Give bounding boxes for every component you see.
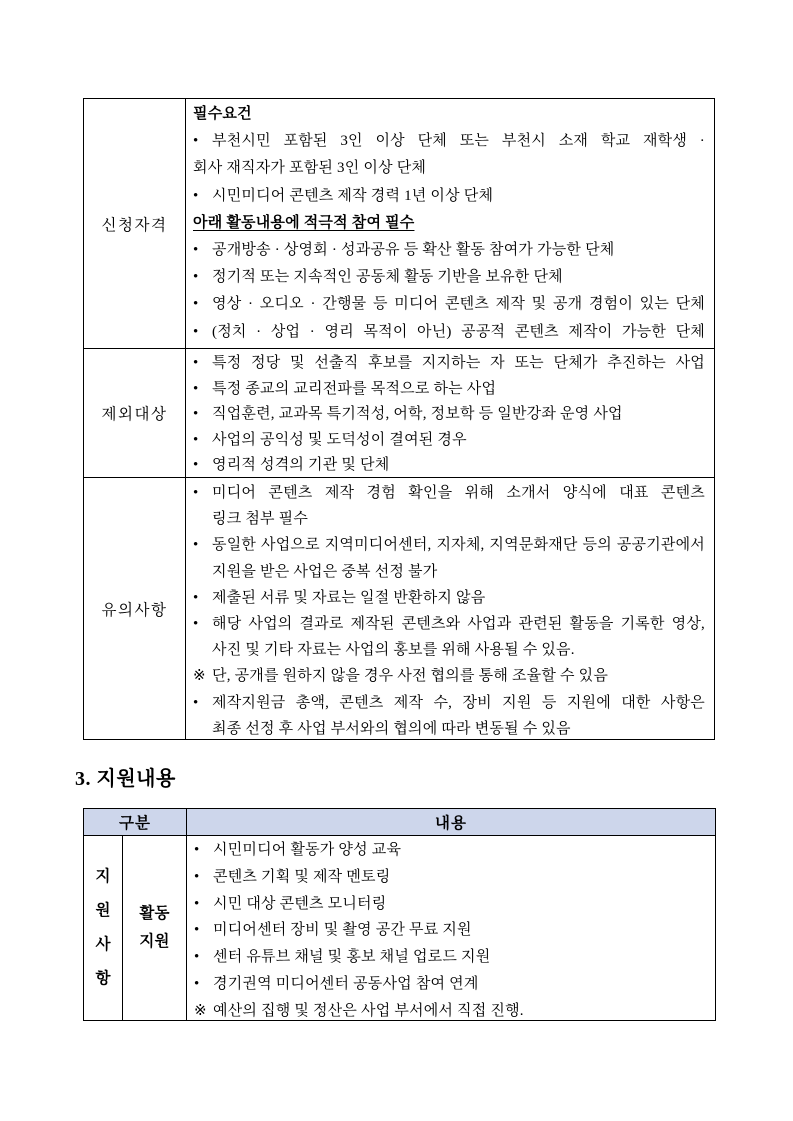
bullet-marker: • [193, 242, 199, 259]
emphasis-line: 아래 활동내용에 적극적 참여 필수 [193, 214, 415, 231]
row-content-eligibility [186, 99, 714, 348]
bullet-marker: • [193, 355, 199, 371]
bullet-marker: • [193, 457, 199, 474]
row-label-notes: 유의사항 [84, 478, 186, 739]
content-line: ※ 예산의 집행 및 정산은 사업 부서에서 직접 진행. [194, 998, 707, 1020]
table-body-row [84, 836, 715, 1020]
content-line: • 동일한 사업으로 지역미디어센터, 지자체, 지역문화재단 등의 공공기관에서 [193, 532, 705, 558]
eligibility-table [83, 98, 715, 740]
content-line: • (정치 · 상업 · 영리 목적이 아닌) 공공적 콘텐츠 제작이 가능한 단체 [193, 319, 705, 346]
content-line: • 시민미디어 콘텐츠 제작 경력 1년 이상 단체 [193, 183, 705, 210]
content-line: 지원 [139, 933, 170, 950]
group-label-vertical-text: 지원사항 [95, 868, 111, 987]
bullet-marker: • [193, 133, 199, 150]
content-line: • 시민 대상 콘텐츠 모니터링 [194, 891, 707, 918]
emphasis-line: 필수요건 [193, 106, 252, 122]
bullet-marker: • [194, 868, 200, 885]
header-cell-content: 내용 [187, 809, 715, 835]
bullet-marker: • [193, 616, 199, 633]
content-line: 지원을 받은 사업은 중복 선정 불가 [212, 563, 438, 580]
content-line: 활동 [139, 905, 170, 922]
content-line: 회사 재직자가 포함된 3인 이상 단체 [193, 160, 427, 177]
content-line: • 제작지원금 총액, 콘텐츠 제작 수, 장비 지원 등 지원에 대한 사항은 [193, 690, 705, 716]
content-line: 사진 및 기타 자료는 사업의 홍보를 위해 사용될 수 있음. [212, 642, 575, 659]
bullet-marker: • [193, 269, 199, 286]
bullet-marker: • [194, 922, 200, 939]
support-table [83, 808, 716, 1021]
bullet-marker: • [193, 323, 199, 340]
bullet-marker: • [193, 694, 199, 711]
content-line: • 특정 정당 및 선출직 후보를 지지하는 자 또는 단체가 추진하는 사업 [193, 351, 705, 377]
content-line: • 콘텐츠 기획 및 제작 멘토링 [194, 864, 707, 891]
content-line: • 제출된 서류 및 자료는 일절 반환하지 않음 [193, 585, 705, 611]
table-row [84, 477, 714, 739]
group-label-cell [84, 836, 123, 1020]
content-line: • 영리적 성격의 기관 및 단체 [193, 453, 705, 477]
content-line: • 경기권역 미디어센터 공동사업 참여 연계 [194, 971, 707, 998]
content-line: • 부천시민 포함된 3인 이상 단체 또는 부천시 소재 학교 재학생 · [193, 128, 705, 155]
bullet-marker: • [194, 842, 200, 858]
support-content-cell [187, 836, 715, 1020]
bullet-marker: • [193, 485, 199, 501]
content-line: 최종 선정 후 사업 부서와의 협의에 따라 변동될 수 있음 [212, 720, 571, 737]
row-content-exclusions [186, 349, 714, 477]
content-line: • 센터 유튜브 채널 및 홍보 채널 업로드 지원 [194, 944, 707, 971]
content-line: • 직업훈련, 교과목 특기적성, 어학, 정보학 등 일반강좌 운영 사업 [193, 402, 705, 428]
bullet-marker: • [193, 380, 199, 397]
bullet-marker: • [193, 187, 199, 204]
content-line: • 공개방송 · 상영회 · 성과공유 등 확산 활동 참여가 가능한 단체 [193, 237, 705, 264]
content-line: • 정기적 또는 지속적인 공동체 활동 기반을 보유한 단체 [193, 264, 705, 291]
note-marker: ※ [194, 1002, 207, 1019]
bullet-marker: • [193, 296, 199, 313]
sub-label-cell [123, 836, 187, 1020]
bullet-marker: • [193, 537, 199, 554]
content-line: • 특정 종교의 교리전파를 목적으로 하는 사업 [193, 377, 705, 403]
content-line: ※ 단, 공개를 원하지 않을 경우 사전 협의를 통해 조율할 수 있음 [193, 663, 705, 689]
bullet-marker: • [193, 406, 199, 423]
content-line: • 미디어센터 장비 및 촬영 공간 무료 지원 [194, 917, 707, 944]
row-label-exclusions: 제외대상 [84, 349, 186, 477]
content-line: • 영상 · 오디오 · 간행물 등 미디어 콘텐츠 제작 및 공개 경험이 있는 단체 [193, 291, 705, 318]
table-row [84, 348, 714, 477]
bullet-marker: • [193, 589, 199, 606]
note-marker: ※ [193, 668, 206, 685]
section-title: 3. 지원내용 [75, 768, 176, 790]
content-line: • 시민미디어 활동가 양성 교육 [194, 837, 707, 864]
bullet-marker: • [194, 895, 200, 912]
bullet-marker: • [194, 949, 200, 966]
bullet-marker: • [194, 975, 200, 992]
content-line: 링크 첨부 필수 [212, 511, 309, 528]
table-header-row [84, 809, 715, 836]
content-line: • 사업의 공익성 및 도덕성이 결여된 경우 [193, 428, 705, 454]
bullet-marker: • [193, 431, 199, 448]
row-content-notes [186, 478, 714, 739]
table-row [84, 99, 714, 348]
content-line: • 해당 사업의 결과로 제작된 콘텐츠와 사업과 관련된 활동을 기록한 영상, [193, 611, 705, 637]
header-cell-category: 구분 [84, 809, 187, 835]
content-line: • 미디어 콘텐츠 제작 경험 확인을 위해 소개서 양식에 대표 콘텐츠 [193, 480, 705, 506]
row-label-eligibility: 신청자격 [84, 99, 186, 348]
